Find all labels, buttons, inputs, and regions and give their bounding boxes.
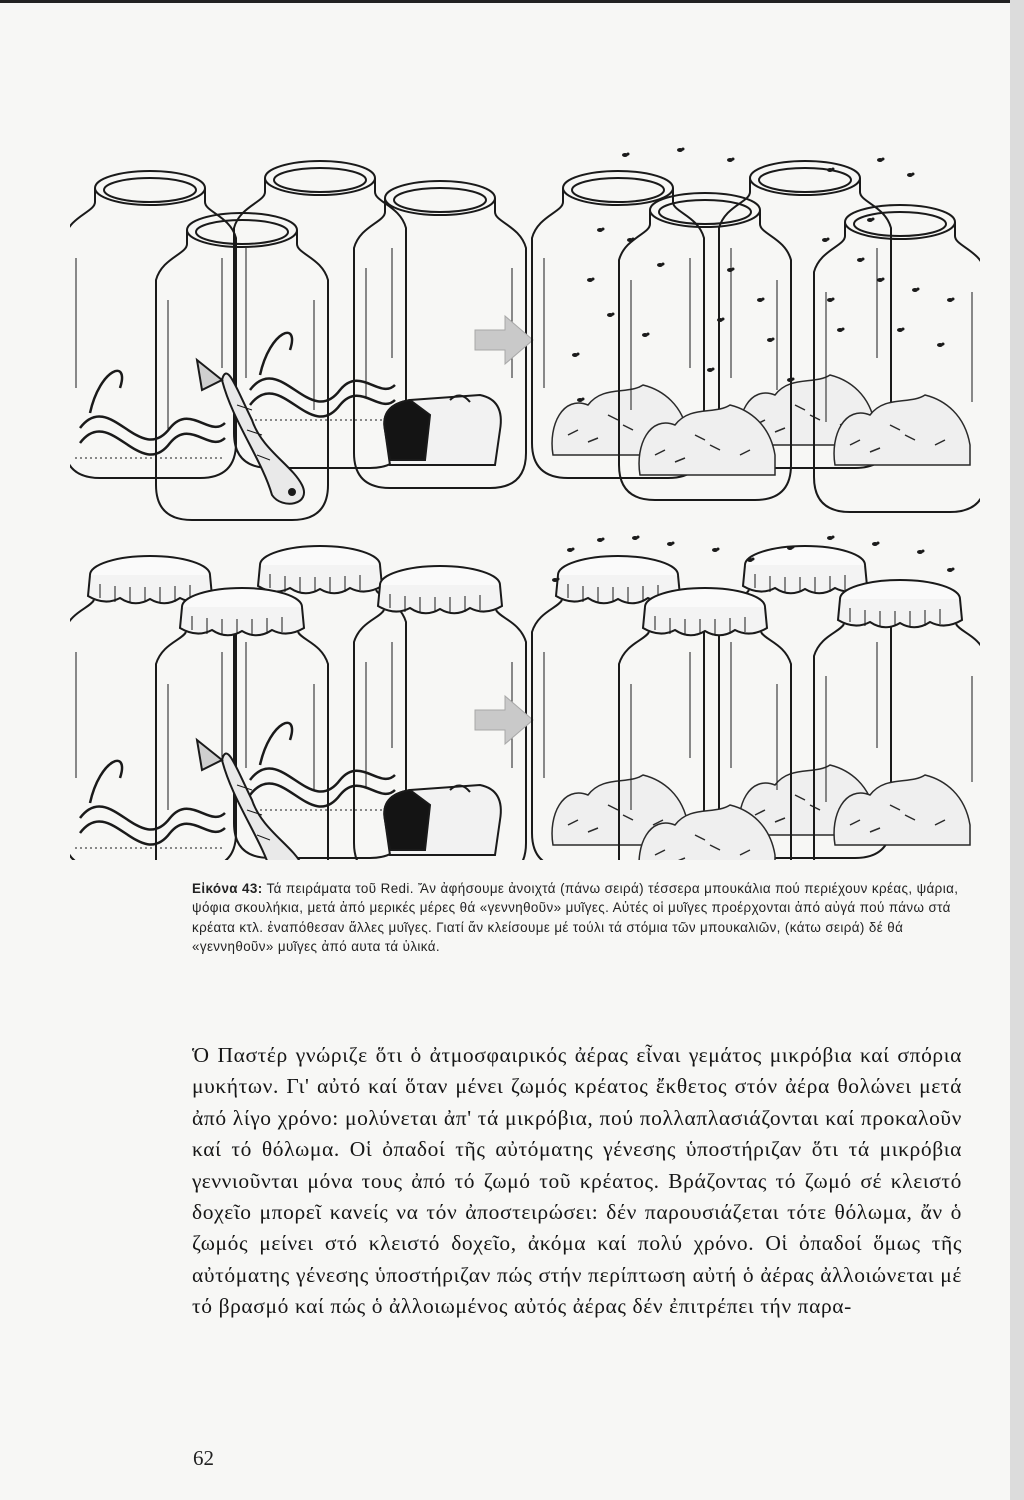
caption-text: Τά πειράματα τοῦ Redi. Ἄν ἀφήσουμε ἀνοιχτά (πάνω σειρά) τέσσερα μπουκάλια πού περιέχουν κρέας, ψάρια, ψόφια σκουλήκια, μετά ἀπό μερικές μέρες θά «γεννηθοῦν» μυῖγες. Αὐτές οἱ μυῖγες προέρχονται ἀπό αὐγά πού πάνω στά κρέατα κτλ. ἐναπόθεσαν ἄλλες μυῖγες. Γιατί ἄν κλείσουμε μέ τούλι τά στόμια τῶν μπουκαλιῶν, (κάτω σειρά) δέ θά «γεννηθοῦν» μυῖγες ἀπό αυτα τά ὑλικά. [192,881,959,955]
caption-label: Εἰκόνα 43: [192,881,263,896]
top-row-before [70,161,526,520]
top-row-after [532,148,980,513]
top-arrow-icon [475,316,533,364]
bottom-row-after [532,536,980,861]
body-paragraph: Ὁ Παστέρ γνώριζε ὅτι ὁ ἀτμοσφαιρικός ἀέρας εἶναι γεμάτος μικρόβια καί σπόρια μυκήτων. Γι' αὐτό καί ὅταν μένει ζωμός κρέατος ἔκθετος στόν ἀέρα θολώνει μετά ἀπό λίγο χρόνο: μολύνεται ἀπ' τά μικρόβια, πού πολλαπλασιάζονται καί προκαλοῦν καί τό θόλωμα. Οἱ ὀπαδοί τῆς αὐτόματης γένεσης ὑποστήριζαν ὅτι τά μικρόβια γεννιοῦνται μόνα τους ἀπό τό ζωμό τοῦ κρέατος. Βράζοντας τό ζωμό σέ κλειστό δοχεῖο μπορεῖ κανείς να τόν ἀποστειρώσει: δέν παρουσιάζεται τότε θόλωμα, ἄν ὁ ζωμός μείνει στό κλειστό δοχεῖο, ἀκόμα καί πολύ χρόνο. Οἱ ὀπαδοί ὅμως τῆς αὐτόματης γένεσης ὑποστήριζαν πώς στήν περίπτωση αὐτή ὁ ἀέρας ἀλλοιώνεται μέ τό βρασμό καί πώς ὁ ἀλλοιωμένος αὐτός ἀέρας δέν ἐπιτρέπει τήν παρα- [192,1043,962,1319]
bottom-arrow-icon [475,696,533,744]
figure-caption [192,879,972,957]
scan-shadow-right [1010,0,1024,1500]
top-scan-edge [0,0,1024,3]
bottom-row-before [70,546,526,860]
redi-experiment-figure [70,140,980,860]
page-number: 62 [193,1446,214,1470]
